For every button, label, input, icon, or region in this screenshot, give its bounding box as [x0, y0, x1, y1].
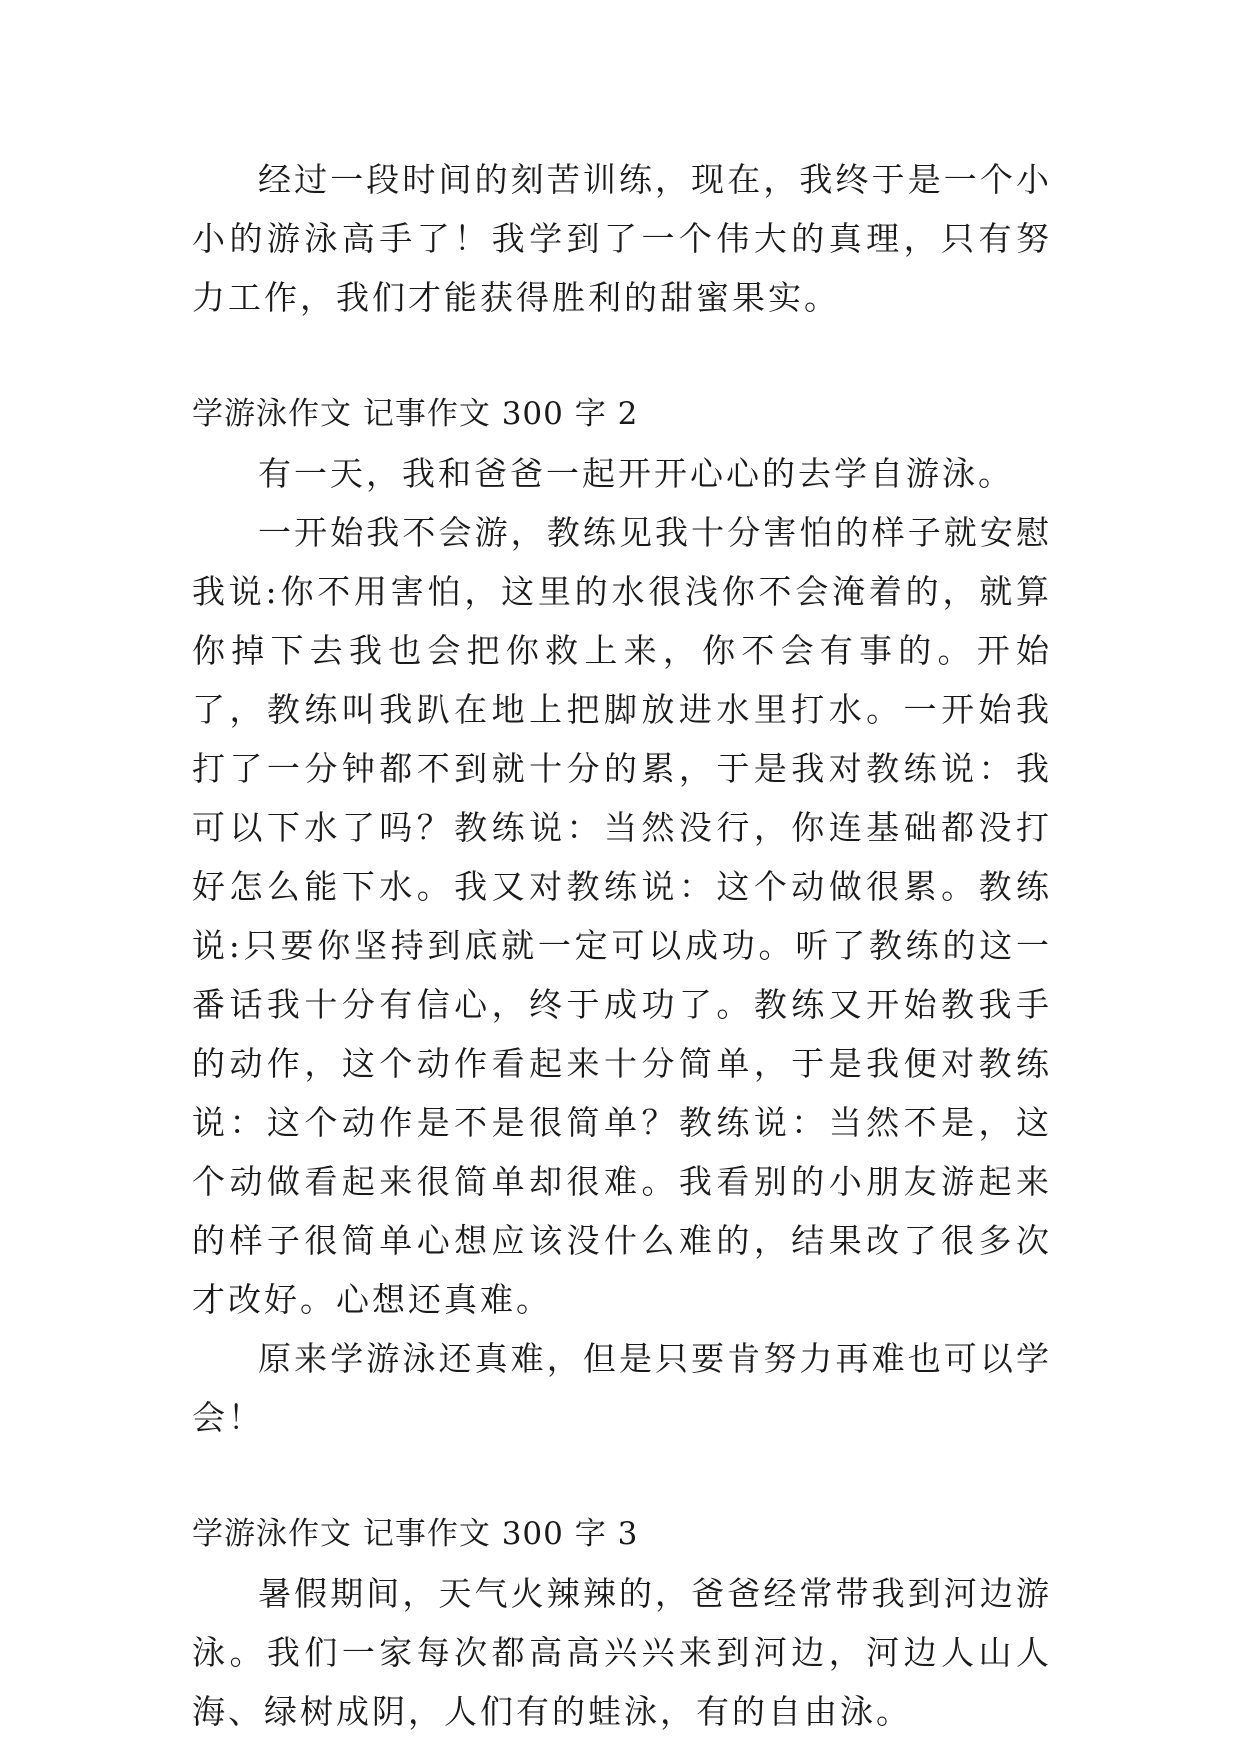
paragraph: 一开始我不会游，教练见我十分害怕的样子就安慰我说:你不用害怕，这里的水很浅你不会淹着的，就算你掉下去我也会把你救上来，你不会有事的。开始了，教练叫我趴在地上把脚放进水里打水。一开始我打了一分钟都不到就十分的累，于是我对教练说：我可以下水了吗？教练说：当然没行，你连基础都没打好怎么能下水。我又对教练说：这个动做很累。教练说:只要你坚持到底就一定可以成功。听了教练的这一番话我十分有信心，终于成功了。教练又开始教我手的动作，这个动作看起来十分简单，于是我便对教练说：这个动作是不是很简单？教练说：当然不是，这个动做看起来很简单却很难。我看别的小朋友游起来的样子很简单心想应该没什么难的，结果改了很多次才改好。心想还真难。: [192, 513, 1052, 1319]
section-heading: 学游泳作文 记事作文 300 字 2: [192, 396, 639, 432]
paragraph: 暑假期间，天气火辣辣的，爸爸经常带我到河边游泳。我们一家每次都高高兴兴来到河边，河边人山人海、绿树成阴，人们有的蛙泳，有的自由泳。: [192, 1574, 1052, 1731]
section-heading: 学游泳作文 记事作文 300 字 3: [192, 1516, 639, 1552]
essay-section-3: [192, 1505, 1052, 1741]
essay-section-1-end: [192, 150, 1052, 327]
paragraph: 原来学游泳还真难，但是只要肯努力再难也可以学会！: [192, 1339, 1052, 1437]
document-body: [192, 150, 1052, 1741]
essay-section-2: [192, 385, 1052, 1447]
paragraph: 有一天，我和爸爸一起开开心心的去学自游泳。: [258, 454, 1014, 493]
paragraph: 经过一段时间的刻苦训练，现在，我终于是一个小小的游泳高手了！我学到了一个伟大的真理，只有努力工作，我们才能获得胜利的甜蜜果实。: [192, 160, 1052, 317]
